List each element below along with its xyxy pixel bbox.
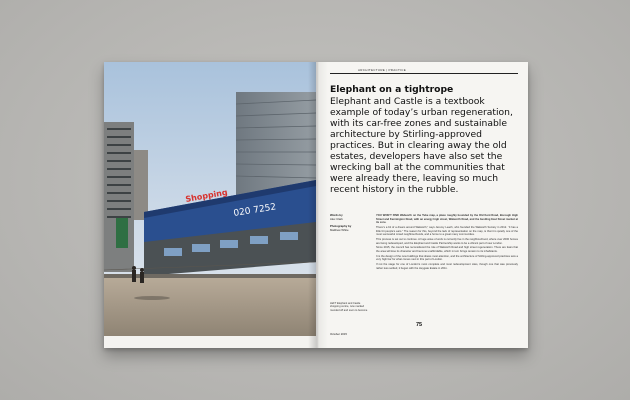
svg-text:Shopping: Shopping — [184, 187, 229, 204]
photo-caption: LEFT Elephant and Castle shopping centre, now marked rounded off and soon to become — [330, 302, 368, 312]
words-label: Words by — [330, 213, 343, 217]
article-headline: Elephant on a tightrope — [330, 84, 454, 95]
words-author: Alex Clark — [330, 216, 343, 221]
photo-label: Photography by — [330, 224, 352, 229]
left-page — [104, 62, 316, 348]
body-paragraph: This process is set out to continue. A huge wave of work is currently live in the neighbourhood, where over 2000 homes are being redeveloped, and the Elephant and Castle Partnership wants to be a vibrant part of new London. — [376, 237, 518, 245]
article-standfirst: Elephant and Castle is a textbook example of today’s urban regeneration, with its car-free zones and sustainable architecture by Stirling-approved practices. But in clearing away the old estates, developers have also set the wrecking ball at the communities that were already there, leaving so much recent history in the rubble. — [330, 96, 513, 195]
body-paragraph: There’s a bit of a dream around Walworth,” says Jeremy Leach, who founded the Walworth Society in 2012. “It has a little bit people’s ears.” The reason for this, beyond the lack of representation on the map, is that it is quietly one of the most successful mixed neighbourhoods, and a home to a great many communities. — [376, 225, 518, 237]
right-page — [316, 62, 528, 348]
body-paragraph: If not the stage for one of London’s most complete and most redevelopment sites, though one that was previously rather less settled, it began with the Heygate Estate in 2011. — [376, 263, 518, 270]
svg-text:020 7252: 020 7252 — [232, 202, 277, 219]
photo-author: Matthew White — [330, 227, 349, 232]
magazine-spread — [104, 62, 528, 348]
section-tag: ARCHITECTURE | PRACTICE — [358, 68, 407, 72]
page-number: 75 — [416, 322, 423, 328]
article-credits — [330, 214, 374, 232]
header-rule — [330, 73, 518, 74]
issue-date: October 2015 — [330, 332, 347, 336]
article-body — [376, 214, 518, 271]
body-paragraph: Since 2015, the council has reconsidered the role of Walworth Road and high street regeneration. There are fears that the area will lose its character and become unaffordable, which in turn brings tension to its inhabitants. — [376, 246, 518, 253]
body-paragraph: It is the design of the new buildings that draws most attention, and the architecture of Stirling-approved practices sets a very high bar for what comes next in this part of London. — [376, 254, 518, 262]
body-paragraph: YOU WON’T FIND Walworth on the Tube map, a place roughly bounded by the Old Kent Road, Borough High Street and Kennington Road, with an energy high street, Walworth Road, and the bustling East Street market at its core. — [376, 214, 518, 225]
cover-photo-shopping-centre — [104, 62, 316, 336]
